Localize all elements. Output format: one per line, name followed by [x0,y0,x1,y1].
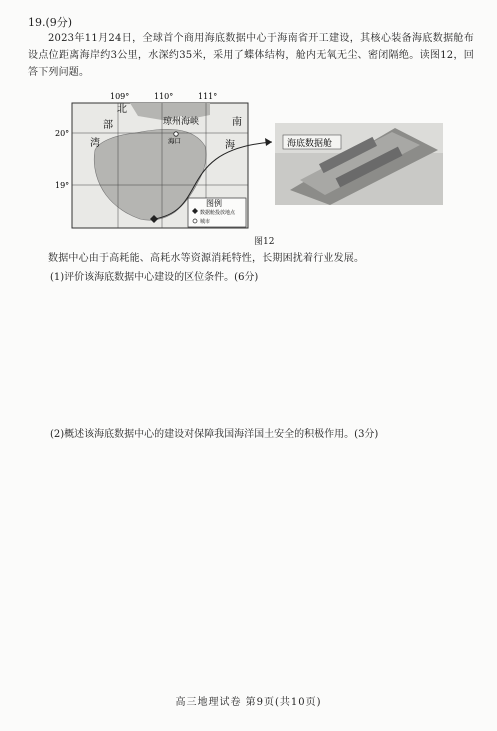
legend-item-city: 城市 [200,219,211,225]
label-strait: 琼州海峡 [163,117,200,127]
data-cabin-photo [275,123,443,205]
label-gulf: 湾 [90,138,100,149]
label-north1: 北 [117,104,127,115]
arrow-head [265,138,272,146]
question-number: 19.(9分) [28,16,73,29]
subquestion-1: (1)评价该海底数据中心建设的区位条件。(6分) [50,272,259,283]
label-city: 海口 [168,137,181,145]
legend-item-cabin: 数据舱投放地点 [200,210,236,216]
label-sea2: 海 [225,140,235,151]
photo-label: 海底数据舱 [287,139,333,149]
label-sea1: 南 [232,117,242,128]
subquestion-2: (2)概述该海底数据中心的建设对保障我国海洋国土安全的积极作用。(3分) [50,429,379,440]
lon-label-109: 109° [110,92,130,101]
legend-title: 图例 [206,199,222,208]
figure-12 [0,0,497,240]
question-context: 数据中心由于高耗能、高耗水等资源消耗特性，长期困扰着行业发展。 [48,253,365,264]
haikou-city-marker [174,132,178,136]
figure-caption: 图12 [254,237,275,247]
lat-label-20: 20° [55,129,70,138]
page-footer: 高三地理试卷 第9页(共10页) [175,697,322,708]
lat-label-19: 19° [55,181,70,190]
label-north2: 部 [103,120,113,131]
question-intro: 2023年11月24日，全球首个商用海底数据中心于海南省开工建设，其核心装备海底数据舱布设点位距离海岸约3公里，水深约35米，采用了蝶体结构，舱内无氧无尘、密闭隔绝。读图12，回答下列问题。 [28,33,474,78]
lon-label-111: 111° [198,92,218,101]
lon-label-110: 110° [154,92,174,101]
